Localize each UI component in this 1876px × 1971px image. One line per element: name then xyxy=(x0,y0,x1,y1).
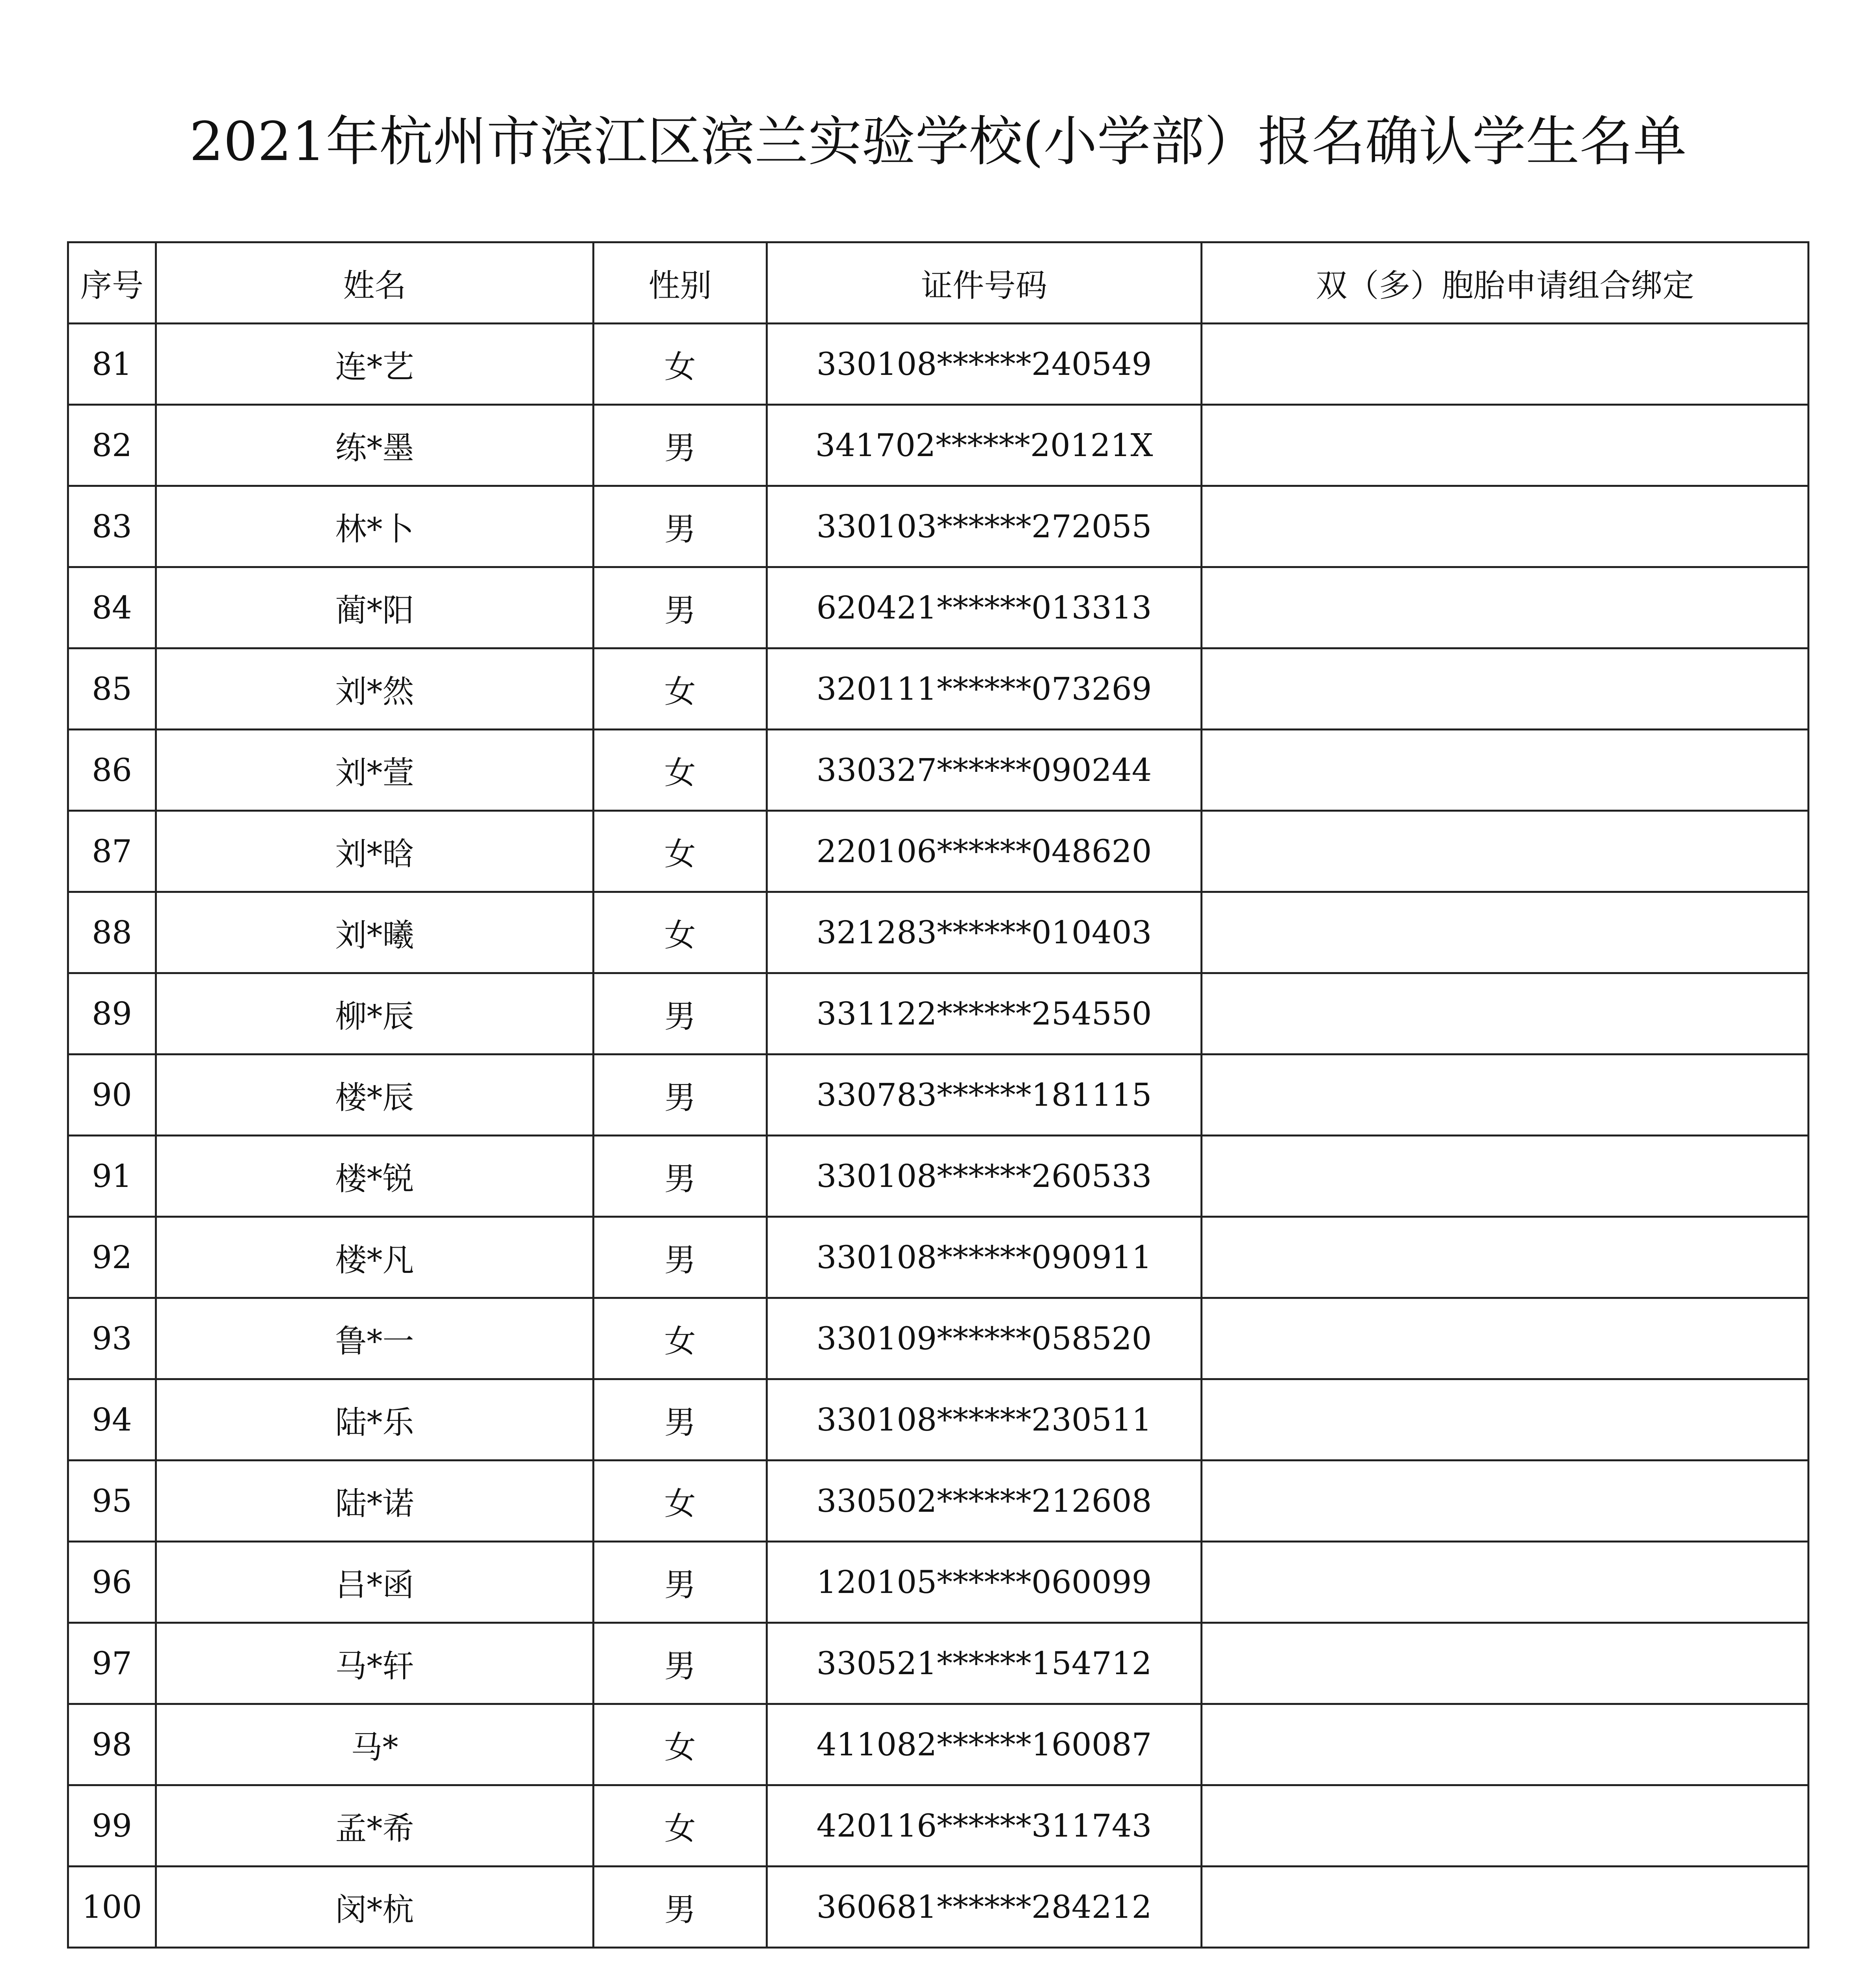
table-row xyxy=(68,973,1809,1054)
cell-id-number: 330103******272055 xyxy=(767,486,1202,567)
cell-name: 柳*辰 xyxy=(156,973,594,1054)
cell-gender: 女 xyxy=(594,1704,767,1785)
cell-index: 100 xyxy=(68,1867,156,1948)
cell-id-number: 411082******160087 xyxy=(767,1704,1202,1785)
cell-twin-binding xyxy=(1202,1379,1809,1461)
column-header-twin-binding: 双（多）胞胎申请组合绑定 xyxy=(1202,242,1809,324)
table-row xyxy=(68,1542,1809,1623)
cell-id-number: 620421******013313 xyxy=(767,567,1202,648)
table-row xyxy=(68,1623,1809,1704)
table-row xyxy=(68,486,1809,567)
cell-index: 97 xyxy=(68,1623,156,1704)
cell-twin-binding xyxy=(1202,324,1809,405)
cell-name: 刘*晗 xyxy=(156,811,594,892)
table-row xyxy=(68,405,1809,486)
cell-gender: 男 xyxy=(594,973,767,1054)
cell-id-number: 341702******20121X xyxy=(767,405,1202,486)
cell-id-number: 220106******048620 xyxy=(767,811,1202,892)
cell-name: 练*墨 xyxy=(156,405,594,486)
table-row xyxy=(68,567,1809,648)
cell-index: 86 xyxy=(68,730,156,811)
cell-name: 连*艺 xyxy=(156,324,594,405)
cell-index: 90 xyxy=(68,1054,156,1136)
cell-index: 91 xyxy=(68,1136,156,1217)
cell-twin-binding xyxy=(1202,1298,1809,1379)
table-body xyxy=(68,324,1809,1948)
cell-twin-binding xyxy=(1202,1867,1809,1948)
cell-name: 鲁*一 xyxy=(156,1298,594,1379)
cell-gender: 女 xyxy=(594,892,767,973)
cell-name: 刘*曦 xyxy=(156,892,594,973)
column-header-gender: 性别 xyxy=(594,242,767,324)
cell-gender: 男 xyxy=(594,1867,767,1948)
cell-index: 81 xyxy=(68,324,156,405)
cell-id-number: 420116******311743 xyxy=(767,1785,1202,1867)
cell-index: 83 xyxy=(68,486,156,567)
cell-id-number: 330521******154712 xyxy=(767,1623,1202,1704)
cell-twin-binding xyxy=(1202,486,1809,567)
cell-name: 楼*锐 xyxy=(156,1136,594,1217)
table-row xyxy=(68,648,1809,730)
cell-gender: 女 xyxy=(594,324,767,405)
cell-id-number: 330502******212608 xyxy=(767,1461,1202,1542)
cell-index: 93 xyxy=(68,1298,156,1379)
table-row xyxy=(68,730,1809,811)
cell-id-number: 330109******058520 xyxy=(767,1298,1202,1379)
cell-name: 林*卜 xyxy=(156,486,594,567)
cell-index: 84 xyxy=(68,567,156,648)
table-row xyxy=(68,1704,1809,1785)
cell-index: 87 xyxy=(68,811,156,892)
cell-gender: 女 xyxy=(594,648,767,730)
cell-twin-binding xyxy=(1202,648,1809,730)
cell-gender: 男 xyxy=(594,567,767,648)
cell-twin-binding xyxy=(1202,1542,1809,1623)
cell-name: 楼*辰 xyxy=(156,1054,594,1136)
cell-name: 陆*乐 xyxy=(156,1379,594,1461)
cell-index: 94 xyxy=(68,1379,156,1461)
document-title: 2021年杭州市滨江区滨兰实验学校(小学部）报名确认学生名单 xyxy=(189,111,1687,173)
cell-name: 闵*杭 xyxy=(156,1867,594,1948)
cell-twin-binding xyxy=(1202,892,1809,973)
column-header-index: 序号 xyxy=(68,242,156,324)
table-row xyxy=(68,1298,1809,1379)
cell-twin-binding xyxy=(1202,1785,1809,1867)
cell-gender: 男 xyxy=(594,1623,767,1704)
cell-index: 82 xyxy=(68,405,156,486)
cell-id-number: 330108******230511 xyxy=(767,1379,1202,1461)
cell-id-number: 330108******090911 xyxy=(767,1217,1202,1298)
cell-name: 陆*诺 xyxy=(156,1461,594,1542)
cell-twin-binding xyxy=(1202,567,1809,648)
cell-id-number: 330327******090244 xyxy=(767,730,1202,811)
column-header-id-number: 证件号码 xyxy=(767,242,1202,324)
student-table xyxy=(67,241,1809,1949)
cell-index: 96 xyxy=(68,1542,156,1623)
cell-name: 孟*希 xyxy=(156,1785,594,1867)
cell-twin-binding xyxy=(1202,1704,1809,1785)
cell-name: 马* xyxy=(156,1704,594,1785)
cell-gender: 男 xyxy=(594,1379,767,1461)
cell-twin-binding xyxy=(1202,1136,1809,1217)
cell-name: 蔺*阳 xyxy=(156,567,594,648)
cell-twin-binding xyxy=(1202,1217,1809,1298)
table-row xyxy=(68,1785,1809,1867)
cell-gender: 女 xyxy=(594,811,767,892)
table-row xyxy=(68,892,1809,973)
cell-gender: 女 xyxy=(594,1785,767,1867)
cell-gender: 女 xyxy=(594,1298,767,1379)
table-row xyxy=(68,1217,1809,1298)
cell-gender: 男 xyxy=(594,1054,767,1136)
cell-id-number: 330108******260533 xyxy=(767,1136,1202,1217)
cell-index: 92 xyxy=(68,1217,156,1298)
table-row xyxy=(68,1054,1809,1136)
cell-gender: 女 xyxy=(594,1461,767,1542)
table-row xyxy=(68,1136,1809,1217)
cell-name: 吕*函 xyxy=(156,1542,594,1623)
table-row xyxy=(68,1379,1809,1461)
cell-id-number: 120105******060099 xyxy=(767,1542,1202,1623)
table-row xyxy=(68,1867,1809,1948)
cell-index: 89 xyxy=(68,973,156,1054)
cell-id-number: 330108******240549 xyxy=(767,324,1202,405)
cell-twin-binding xyxy=(1202,1461,1809,1542)
cell-gender: 男 xyxy=(594,1542,767,1623)
column-header-name: 姓名 xyxy=(156,242,594,324)
cell-index: 88 xyxy=(68,892,156,973)
cell-twin-binding xyxy=(1202,811,1809,892)
cell-name: 马*轩 xyxy=(156,1623,594,1704)
cell-gender: 男 xyxy=(594,1217,767,1298)
cell-id-number: 360681******284212 xyxy=(767,1867,1202,1948)
cell-index: 98 xyxy=(68,1704,156,1785)
cell-id-number: 321283******010403 xyxy=(767,892,1202,973)
table-row xyxy=(68,1461,1809,1542)
cell-name: 楼*凡 xyxy=(156,1217,594,1298)
cell-index: 85 xyxy=(68,648,156,730)
cell-id-number: 320111******073269 xyxy=(767,648,1202,730)
cell-gender: 男 xyxy=(594,486,767,567)
table-row xyxy=(68,324,1809,405)
table-header-row xyxy=(68,242,1809,324)
table-row xyxy=(68,811,1809,892)
cell-name: 刘*然 xyxy=(156,648,594,730)
cell-index: 99 xyxy=(68,1785,156,1867)
cell-twin-binding xyxy=(1202,730,1809,811)
cell-gender: 男 xyxy=(594,405,767,486)
cell-twin-binding xyxy=(1202,405,1809,486)
cell-id-number: 331122******254550 xyxy=(767,973,1202,1054)
cell-index: 95 xyxy=(68,1461,156,1542)
cell-gender: 男 xyxy=(594,1136,767,1217)
cell-gender: 女 xyxy=(594,730,767,811)
cell-id-number: 330783******181115 xyxy=(767,1054,1202,1136)
cell-twin-binding xyxy=(1202,1054,1809,1136)
cell-name: 刘*萱 xyxy=(156,730,594,811)
cell-twin-binding xyxy=(1202,973,1809,1054)
cell-twin-binding xyxy=(1202,1623,1809,1704)
